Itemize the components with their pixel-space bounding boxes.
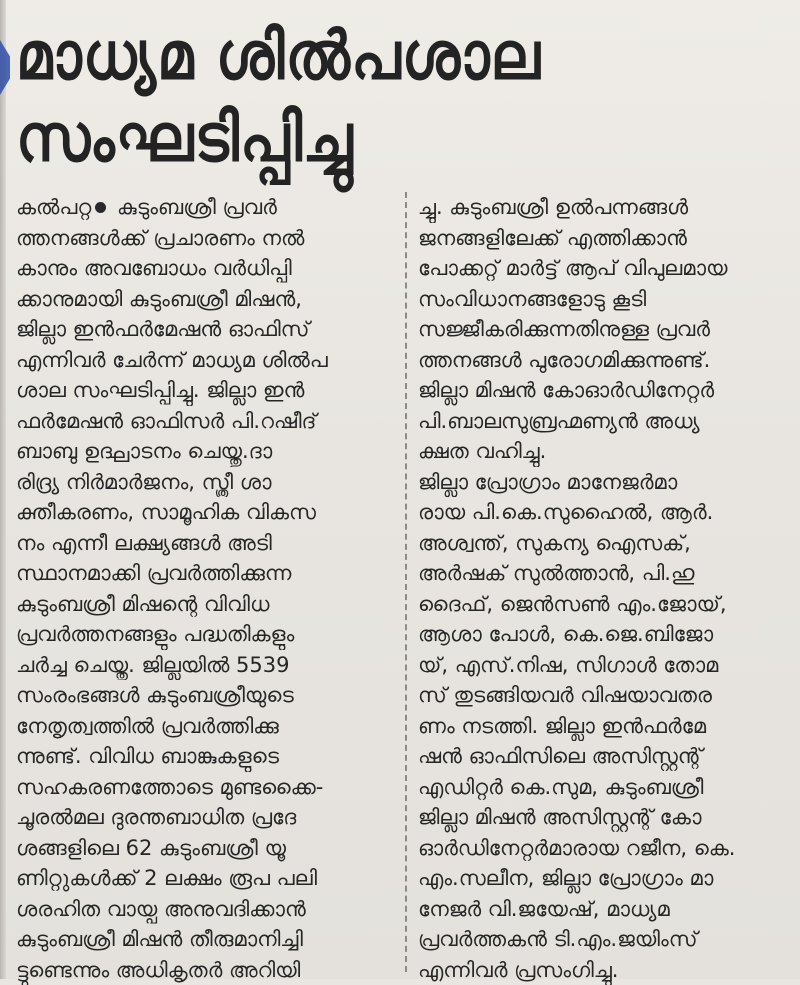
- article-line: പി.ബാലസുബ്രഹ്മണ്യൻ അധ്യ: [418, 406, 794, 437]
- article-line: [16, 802, 394, 833]
- article-line-text: ക്തീകരണം, സാമൂഹിക വികസ: [16, 500, 316, 524]
- article-line: സ് തുടങ്ങിയവർ വിഷയാവതര: [418, 680, 794, 711]
- article-line: അർഷക് സുൽത്താൻ, പി.ഹു: [418, 558, 794, 589]
- article-line: [16, 528, 394, 559]
- article-line: യ്, എസ്.നിഷ, സിഗാൾ തോമ: [418, 650, 794, 681]
- article-line: ദൈഫ്, ജെൻസൺ എം.ജോയ്,: [418, 589, 794, 620]
- article-line: ജനങ്ങളിലേക്ക് എത്തിക്കാൻ: [418, 223, 794, 254]
- article-line: ത്തനങ്ങൾ പുരോഗമിക്കുന്നുണ്ട്.: [418, 345, 794, 376]
- article-line-text: ഫർമേഷൻ ഓഫിസർ പി.റഷീദ്: [16, 409, 316, 433]
- article-line-text: ശരഹിത വായ്പ അനുവദിക്കാൻ: [16, 897, 306, 921]
- article-line-text: നേതൃത്വത്തിൽ പ്രവർത്തിക്കു: [16, 714, 279, 738]
- article-line: [16, 833, 394, 864]
- article-line: [16, 772, 394, 803]
- article-line-text: കൽപറ്റ: [16, 195, 91, 219]
- article-line: ജില്ലാ മിഷൻ അസിസ്റ്റന്റ് കോ: [418, 802, 794, 833]
- article-line: [16, 314, 394, 345]
- article-line: എന്നിവർ പ്രസംഗിച്ചു.: [418, 955, 794, 985]
- article-line: [16, 863, 394, 894]
- column-divider: [405, 192, 407, 972]
- article-line: [16, 558, 394, 589]
- article-line-text: ചർച്ച ചെയ്തു. ജില്ലയിൽ 5539: [16, 653, 290, 677]
- article-line-text: ശങ്ങളിലെ 62 കുടുംബശ്രീ യൂ: [16, 836, 286, 860]
- article-line-text: നം എന്നീ ലക്ഷ്യങ്ങൾ അടി: [16, 531, 272, 555]
- article-line: സംവിധാനങ്ങളോടു കൂടി: [418, 284, 794, 315]
- article-line: [16, 497, 394, 528]
- article-line: ജില്ലാ മിഷൻ കോഓർഡിനേറ്റർ: [418, 375, 794, 406]
- article-line-text: ക്കാനുമായി കുടുംബശ്രീ മിഷൻ,: [16, 287, 302, 311]
- article-line: [16, 680, 394, 711]
- article-line-text: സ്ഥാനമാക്കി പ്രവർത്തിക്കുന്ന: [16, 561, 291, 585]
- article-line: [16, 406, 394, 437]
- article-line: ഷൻ ഓഫിസിലെ അസിസ്റ്റന്റ്: [418, 741, 794, 772]
- article-line: രായ പി.കെ.സുഹൈൽ, ആർ.: [418, 497, 794, 528]
- article-column-left: [16, 192, 394, 985]
- article-line: ച്ചു. കുടുംബശ്രീ ഉൽപന്നങ്ങൾ: [418, 192, 794, 223]
- article-line-text: കുടുംബശ്രീ പ്രവർ: [110, 195, 276, 219]
- article-line: [16, 467, 394, 498]
- edge-color-mark: [0, 40, 10, 95]
- article-line-text: രിദ്ര്യ നിർമാർജനം, സ്ത്രീ ശാ: [16, 470, 272, 494]
- article-line: [16, 924, 394, 955]
- article-line-text: ചൂരൽമല ദുരന്തബാധിത പ്രദേ: [16, 805, 296, 829]
- article-line: [16, 711, 394, 742]
- article-line: [16, 955, 394, 985]
- article-line: ക്ഷത വഹിച്ചു.: [418, 436, 794, 467]
- headline-line-1: മാധ്യമ ശിൽപശാല: [16, 22, 796, 89]
- article-line-text: സംരംഭങ്ങൾ കുടുംബശ്രീയുടെ: [16, 683, 294, 707]
- article-line: ജില്ലാ പ്രോഗ്രാം മാനേജർമാ: [418, 467, 794, 498]
- article-line-text: ന്നുണ്ട്. വിവിധ ബാങ്കുകളുടെ: [16, 744, 279, 768]
- article-line-text: എന്നിവർ ചേർന്ന് മാധ്യമ ശിൽപ: [16, 348, 328, 372]
- article-line-text: കുടുംബശ്രീ മിഷന്റെ വിവിധ: [16, 592, 269, 616]
- article-line: [16, 223, 394, 254]
- article-line: [16, 436, 394, 467]
- article-line: [16, 650, 394, 681]
- page-edge-shadow: [0, 0, 6, 979]
- article-line-text: കാനും അവബോധം വർധിപ്പി: [16, 256, 292, 280]
- article-line: [16, 345, 394, 376]
- dateline-bullet-icon: [95, 202, 106, 213]
- article-line: പ്രവർത്തകൻ ടി.എം.ജയിംസ്: [418, 924, 794, 955]
- article-line: [16, 741, 394, 772]
- article-line-text: കുടുംബശ്രീ മിഷൻ തീരുമാനിച്ചി: [16, 927, 303, 951]
- article-line: എഡിറ്റർ കെ.സുമ, കുടുംബശ്രീ: [418, 772, 794, 803]
- article-line: [16, 589, 394, 620]
- article-line: ണം നടത്തി. ജില്ലാ ഇൻഫർമേ: [418, 711, 794, 742]
- article-line: ആശാ പോൾ, കെ.ജെ.ബിജോ: [418, 619, 794, 650]
- article-line: [16, 284, 394, 315]
- article-line: [16, 619, 394, 650]
- article-line-text: ബാബു ഉദ്ഘാടനം ചെയ്തു.ദാ: [16, 439, 272, 463]
- article-line: അശ്വന്ത്, സുകന്യ ഐസക്,: [418, 528, 794, 559]
- article-line-text: സഹകരണത്തോടെ മുണ്ടക്കൈ-: [16, 775, 323, 799]
- article-line: നേജർ വി.ജയേഷ്, മാധ്യമ: [418, 894, 794, 925]
- article-line: ഓർഡിനേറ്റർമാരായ റജീന, കെ.: [418, 833, 794, 864]
- article-line-text: ണിറ്റുകൾക്ക് 2 ലക്ഷം രൂപ പലി: [16, 866, 317, 890]
- article-line-text: പ്രവർത്തനങ്ങളും പദ്ധതികളും: [16, 622, 294, 646]
- article-line: [16, 253, 394, 284]
- article-line-text: ത്തനങ്ങൾക്ക് പ്രചാരണം നൽ: [16, 226, 304, 250]
- article-line: പോക്കറ്റ് മാർട്ട് ആപ് വിപുലമായ: [418, 253, 794, 284]
- article-line: എം.സലീന, ജില്ലാ പ്രോഗ്രാം മാ: [418, 863, 794, 894]
- article-line: [16, 894, 394, 925]
- article-line-text: ശാല സംഘടിപ്പിച്ചു. ജില്ലാ ഇൻ: [16, 378, 304, 402]
- article-column-right: [418, 192, 794, 985]
- article-line-text: ജില്ലാ ഇൻഫർമേഷൻ ഓഫിസ്: [16, 317, 309, 341]
- headline-line-2: സംഘടിപ്പിച്ചു: [16, 104, 796, 171]
- article-line: സജ്ജീകരിക്കുന്നതിനുള്ള പ്രവർ: [418, 314, 794, 345]
- article-line: [16, 192, 394, 223]
- article-line: [16, 375, 394, 406]
- article-line-text: ട്ടുണ്ടെന്നും അധികൃതർ അറിയി: [16, 958, 300, 982]
